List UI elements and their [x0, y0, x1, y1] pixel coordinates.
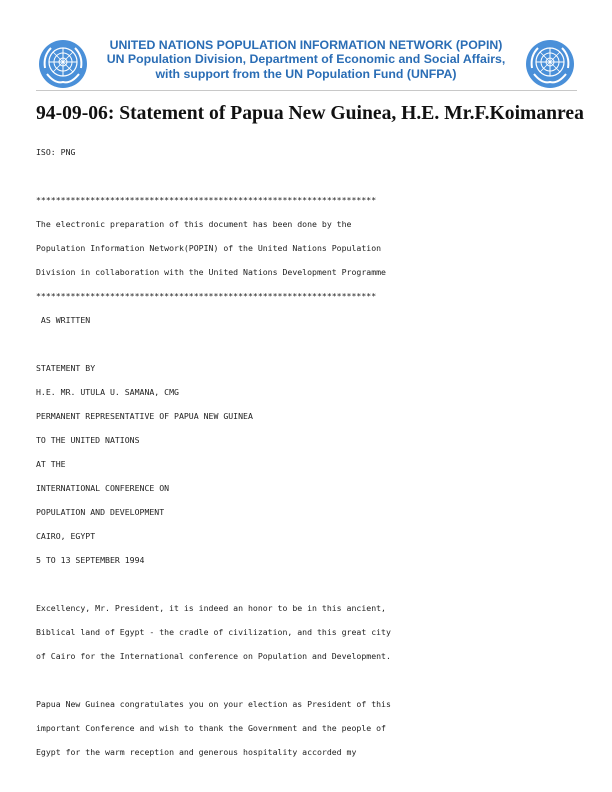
body-line [36, 672, 576, 696]
body-line: The electronic preparation of this document has been done by the [36, 219, 352, 229]
body-line: H.E. MR. UTULA U. SAMANA, CMG [36, 387, 179, 397]
body-line: AT THE [36, 459, 66, 469]
body-line: of Cairo for the International conference on Population and Development. [36, 651, 391, 661]
un-emblem-icon [37, 38, 89, 90]
body-line: Papua New Guinea congratulates you on your election as President of this [36, 699, 391, 709]
body-line: Excellency, Mr. President, it is indeed an honor to be in this ancient, [36, 603, 386, 613]
body-line: ********************************************************************* [36, 195, 377, 205]
body-line: ISO: PNG [36, 147, 76, 157]
popin-header [0, 36, 612, 92]
header-divider [36, 90, 577, 91]
header-line-1: UNITED NATIONS POPULATION INFORMATION NETWORK (POPIN) [109, 38, 503, 52]
header-title-block [92, 38, 520, 81]
document-body [36, 144, 576, 768]
document-title: 94-09-06: Statement of Papua New Guinea, H.E. Mr.F.Koimanrea [36, 103, 584, 124]
body-line: PERMANENT REPRESENTATIVE OF PAPUA NEW GUINEA [36, 411, 253, 421]
body-line: Biblical land of Egypt - the cradle of civilization, and this great city [36, 627, 391, 637]
body-line: ********************************************************************* [36, 291, 377, 301]
body-line [36, 576, 576, 600]
body-line: POPULATION AND DEVELOPMENT [36, 507, 165, 517]
body-line: STATEMENT BY [36, 363, 96, 373]
body-line: CAIRO, EGYPT [36, 531, 96, 541]
body-line: Division in collaboration with the United Nations Development Programme [36, 267, 386, 277]
body-line: Population Information Network(POPIN) of the United Nations Population [36, 243, 382, 253]
header-line-3: with support from the UN Population Fund (UNFPA) [155, 66, 457, 81]
body-line: Egypt for the warm reception and generous hospitality accorded my [36, 747, 357, 757]
body-line [36, 336, 576, 360]
body-line: INTERNATIONAL CONFERENCE ON [36, 483, 170, 493]
body-line: 5 TO 13 SEPTEMBER 1994 [36, 555, 145, 565]
body-line [36, 168, 576, 192]
body-line: AS WRITTEN [36, 315, 91, 325]
header-line-2: UN Population Division, Department of Economic and Social Affairs, [106, 52, 506, 67]
un-emblem-icon [524, 38, 576, 90]
body-line: TO THE UNITED NATIONS [36, 435, 140, 445]
body-line: important Conference and wish to thank the Government and the people of [36, 723, 386, 733]
